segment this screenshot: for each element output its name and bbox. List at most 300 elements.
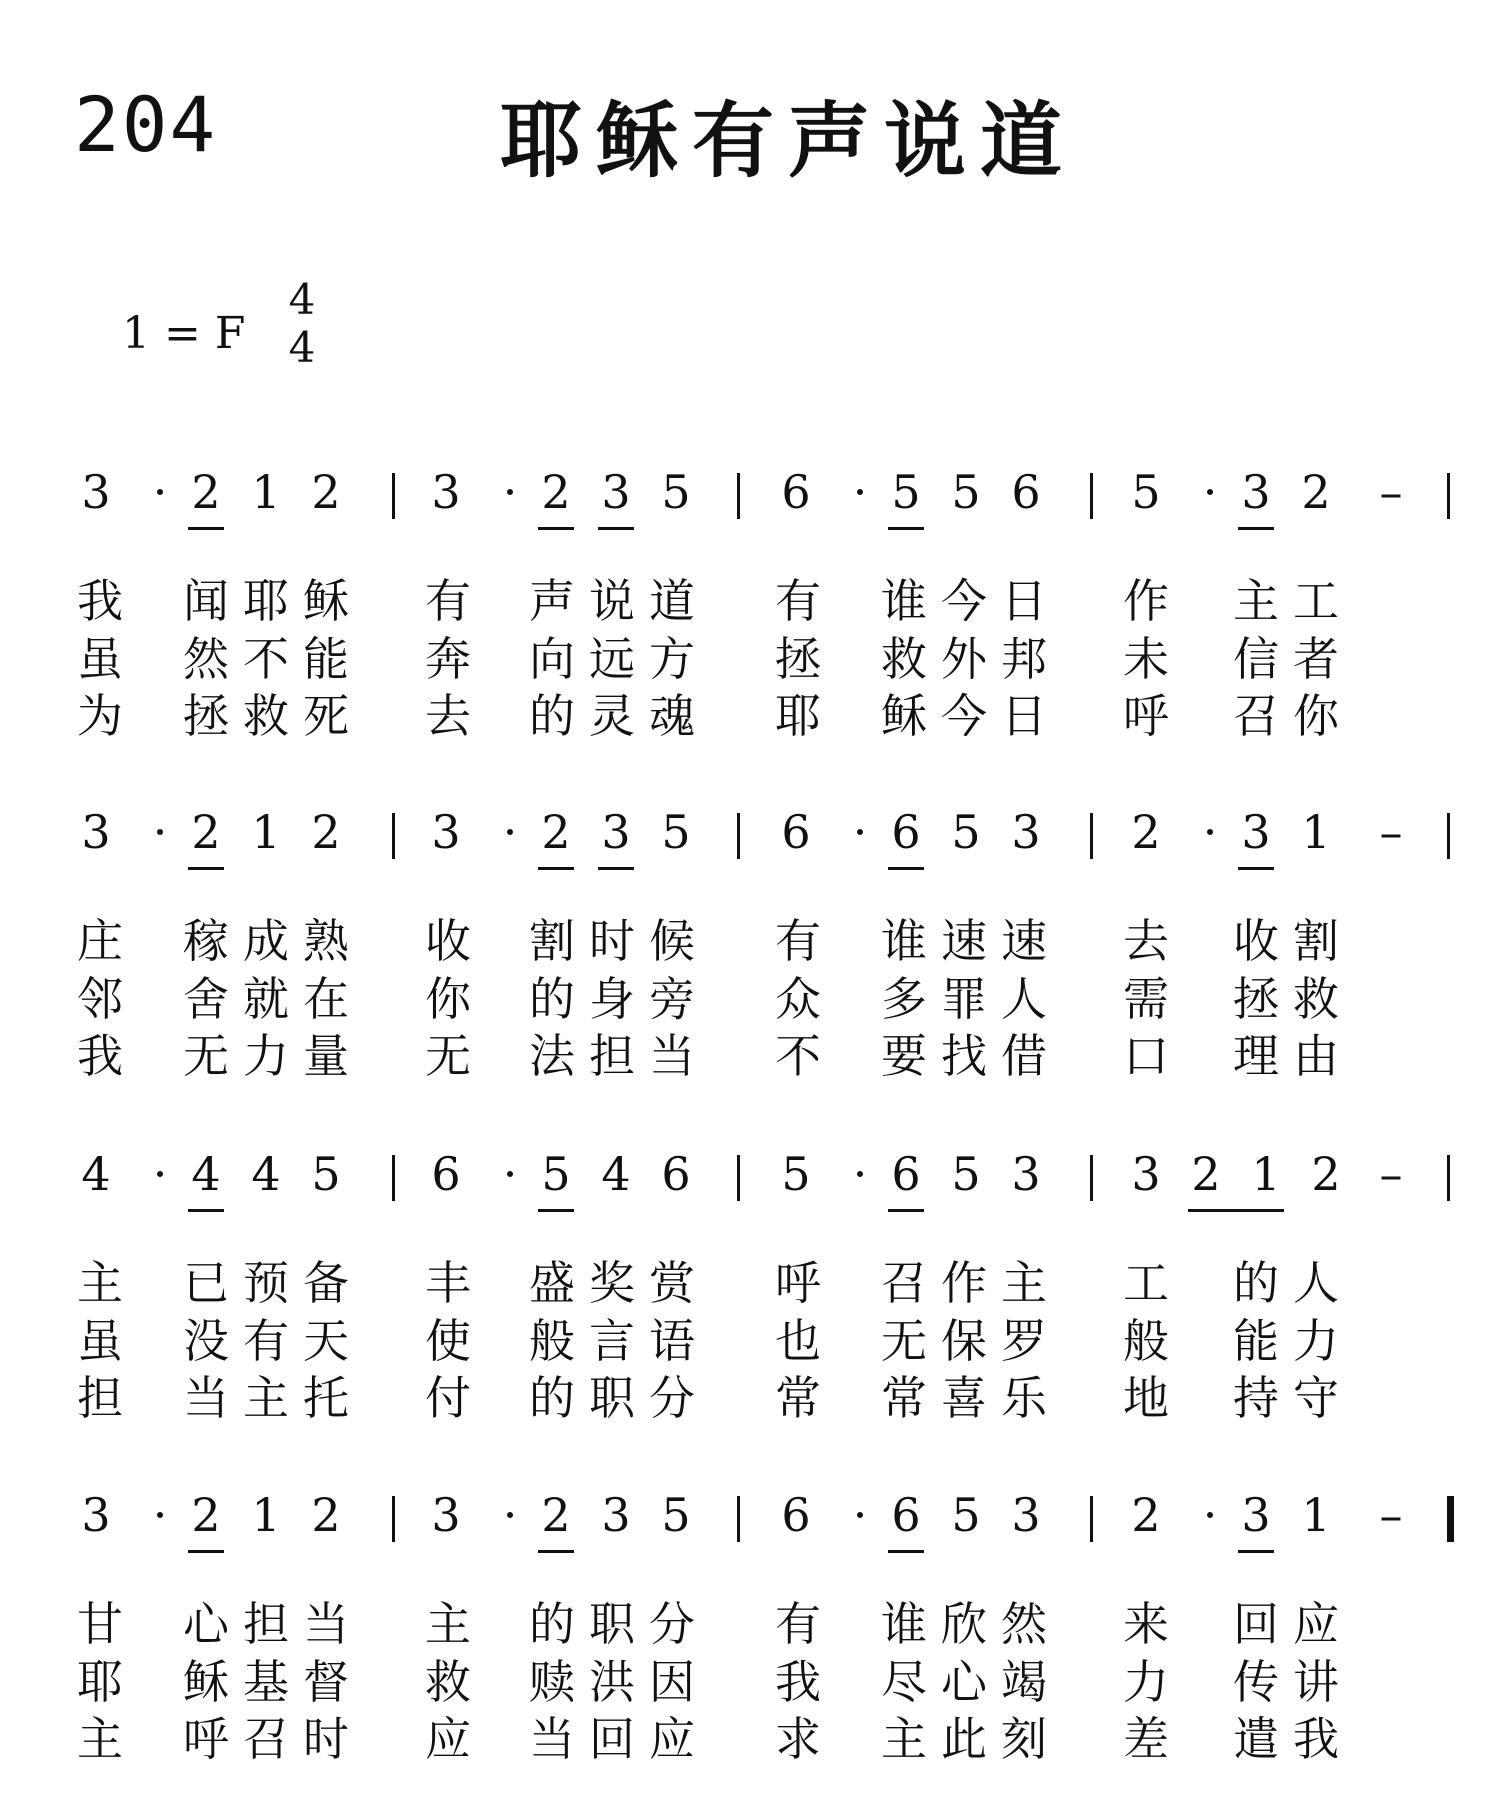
note: 1 — [251, 465, 281, 519]
lyric-char: 邦 — [1001, 632, 1047, 686]
lyric-char: 有 — [425, 574, 471, 628]
note: 5 — [781, 1147, 811, 1201]
note: 2 — [541, 1488, 571, 1542]
barline — [392, 1496, 395, 1542]
lyric-char: 拯 — [775, 632, 821, 686]
lyric-char: 应 — [649, 1712, 695, 1766]
lyric-char: 耶 — [77, 1655, 123, 1709]
lyric-char: 主 — [77, 1256, 123, 1310]
dot: · — [152, 465, 168, 519]
lyric-char: 今 — [941, 689, 987, 743]
hold-dash: – — [1379, 1488, 1403, 1542]
lyric-char: 持 — [1233, 1371, 1279, 1425]
barline — [1090, 1155, 1093, 1201]
dot: · — [502, 1488, 518, 1542]
lyric-char: 来 — [1123, 1597, 1169, 1651]
lyric-char: 庄 — [77, 914, 123, 968]
lyric-char: 谁 — [881, 914, 927, 968]
lyric-char: 遣 — [1233, 1712, 1279, 1766]
underline — [538, 1209, 574, 1212]
lyric-char: 的 — [529, 1597, 575, 1651]
lyric-char: 常 — [881, 1371, 927, 1425]
lyric-char: 时 — [589, 914, 635, 968]
key-signature: 1 = F — [122, 308, 246, 359]
note: 3 — [601, 465, 631, 519]
lyric-char: 时 — [303, 1712, 349, 1766]
lyric-line — [0, 1362, 1500, 1425]
lyric-line — [0, 1305, 1500, 1368]
note: 2 — [191, 1488, 221, 1542]
lyric-char: 当 — [183, 1371, 229, 1425]
lyric-char: 去 — [1123, 914, 1169, 968]
lyric-char: 传 — [1233, 1655, 1279, 1709]
lyric-char: 主 — [1001, 1256, 1047, 1310]
time-signature-top: 4 — [288, 275, 316, 324]
lyric-char: 罪 — [941, 972, 987, 1026]
note: 2 — [1311, 1147, 1341, 1201]
lyric-char: 救 — [881, 632, 927, 686]
lyric-char: 我 — [1293, 1712, 1339, 1766]
lyric-char: 的 — [1233, 1256, 1279, 1310]
lyric-char: 稣 — [303, 574, 349, 628]
lyric-char: 我 — [77, 1029, 123, 1083]
lyric-char: 方 — [649, 632, 695, 686]
lyric-char: 不 — [243, 632, 289, 686]
lyric-char: 主 — [881, 1712, 927, 1766]
underline — [538, 867, 574, 870]
lyric-char: 督 — [303, 1655, 349, 1709]
note: 2 — [541, 805, 571, 859]
lyric-char: 召 — [243, 1712, 289, 1766]
barline — [392, 813, 395, 859]
barline — [392, 1155, 395, 1201]
lyric-char: 割 — [1293, 914, 1339, 968]
note: 6 — [781, 465, 811, 519]
lyric-char: 没 — [183, 1314, 229, 1368]
lyric-char: 虽 — [77, 1314, 123, 1368]
lyric-char: 向 — [529, 632, 575, 686]
hold-dash: – — [1379, 805, 1403, 859]
lyric-char: 由 — [1293, 1029, 1339, 1083]
lyric-char: 因 — [649, 1655, 695, 1709]
lyric-char: 稼 — [183, 914, 229, 968]
note: 3 — [601, 805, 631, 859]
lyric-char: 也 — [775, 1314, 821, 1368]
note: 3 — [81, 805, 111, 859]
lyric-char: 求 — [775, 1712, 821, 1766]
underline — [1238, 1550, 1274, 1553]
lyric-char: 力 — [1123, 1655, 1169, 1709]
note: 5 — [1131, 465, 1161, 519]
lyric-char: 去 — [425, 689, 471, 743]
hold-dash: – — [1379, 465, 1403, 519]
note: 5 — [541, 1147, 571, 1201]
lyric-char: 人 — [1001, 972, 1047, 1026]
dot: · — [502, 465, 518, 519]
dot: · — [152, 805, 168, 859]
note: 3 — [81, 1488, 111, 1542]
barline — [1447, 813, 1450, 859]
lyric-char: 借 — [1001, 1029, 1047, 1083]
underline — [598, 527, 634, 530]
barline — [1447, 1155, 1450, 1201]
underline — [538, 1550, 574, 1553]
barline — [1090, 1496, 1093, 1542]
lyric-char: 喜 — [941, 1371, 987, 1425]
lyric-char: 今 — [941, 574, 987, 628]
lyric-char: 主 — [77, 1712, 123, 1766]
note: 3 — [1241, 465, 1271, 519]
underline — [1238, 867, 1274, 870]
note: 2 — [1301, 465, 1331, 519]
lyric-char: 者 — [1293, 632, 1339, 686]
lyric-char: 闻 — [183, 574, 229, 628]
lyric-char: 般 — [1123, 1314, 1169, 1368]
note: 6 — [1011, 465, 1041, 519]
lyric-line — [0, 565, 1500, 628]
lyric-line — [0, 623, 1500, 686]
note: 4 — [191, 1147, 221, 1201]
lyric-char: 职 — [589, 1371, 635, 1425]
lyric-char: 有 — [775, 1597, 821, 1651]
lyric-char: 分 — [649, 1371, 695, 1425]
lyric-line — [0, 680, 1500, 743]
note: 4 — [251, 1147, 281, 1201]
underline — [188, 1550, 224, 1553]
lyric-char: 般 — [529, 1314, 575, 1368]
note: 2 — [1191, 1147, 1221, 1201]
lyric-char: 量 — [303, 1029, 349, 1083]
underline — [188, 1209, 224, 1212]
lyric-char: 有 — [243, 1314, 289, 1368]
note: 3 — [431, 805, 461, 859]
lyric-char: 有 — [775, 914, 821, 968]
lyric-char: 就 — [243, 972, 289, 1026]
lyric-char: 为 — [77, 689, 123, 743]
lyric-char: 呼 — [183, 1712, 229, 1766]
lyric-char: 救 — [425, 1655, 471, 1709]
note: 3 — [1241, 1488, 1271, 1542]
lyric-char: 耶 — [243, 574, 289, 628]
lyric-char: 天 — [303, 1314, 349, 1368]
note: 6 — [891, 1488, 921, 1542]
lyric-char: 道 — [649, 574, 695, 628]
lyric-char: 力 — [243, 1029, 289, 1083]
lyric-char: 的 — [529, 689, 575, 743]
lyric-char: 召 — [881, 1256, 927, 1310]
lyric-char: 无 — [183, 1029, 229, 1083]
note: 2 — [1131, 805, 1161, 859]
note: 3 — [1131, 1147, 1161, 1201]
lyric-char: 不 — [775, 1029, 821, 1083]
note: 5 — [951, 1147, 981, 1201]
lyric-line — [0, 1588, 1500, 1651]
note: 3 — [1011, 1147, 1041, 1201]
note: 2 — [311, 465, 341, 519]
lyric-char: 有 — [775, 574, 821, 628]
underline — [888, 867, 924, 870]
lyric-char: 然 — [183, 632, 229, 686]
note: 3 — [1241, 805, 1271, 859]
lyric-char: 甘 — [77, 1597, 123, 1651]
lyric-char: 奖 — [589, 1256, 635, 1310]
lyric-char: 主 — [1233, 574, 1279, 628]
lyric-char: 担 — [243, 1597, 289, 1651]
dot: · — [152, 1488, 168, 1542]
hymn-title: 耶稣有声说道 — [500, 94, 1077, 189]
lyric-char: 拯 — [183, 689, 229, 743]
lyric-char: 罗 — [1001, 1314, 1047, 1368]
underline — [888, 1209, 924, 1212]
lyric-char: 虽 — [77, 632, 123, 686]
lyric-char: 分 — [649, 1597, 695, 1651]
lyric-char: 法 — [529, 1029, 575, 1083]
lyric-char: 我 — [77, 574, 123, 628]
barline — [737, 813, 740, 859]
lyric-char: 无 — [425, 1029, 471, 1083]
note: 3 — [431, 465, 461, 519]
note: 6 — [661, 1147, 691, 1201]
note: 3 — [431, 1488, 461, 1542]
lyric-char: 基 — [243, 1655, 289, 1709]
lyric-char: 付 — [425, 1371, 471, 1425]
lyric-char: 身 — [589, 972, 635, 1026]
lyric-char: 找 — [941, 1029, 987, 1083]
note: 1 — [1301, 805, 1331, 859]
lyric-char: 日 — [1001, 689, 1047, 743]
note: 4 — [81, 1147, 111, 1201]
note: 6 — [781, 1488, 811, 1542]
lyric-char: 无 — [881, 1314, 927, 1368]
lyric-char: 担 — [77, 1371, 123, 1425]
lyric-char: 速 — [1001, 914, 1047, 968]
lyric-char: 备 — [303, 1256, 349, 1310]
lyric-line — [0, 1646, 1500, 1709]
dot: · — [852, 805, 868, 859]
lyric-char: 作 — [941, 1256, 987, 1310]
lyric-char: 速 — [941, 914, 987, 968]
lyric-char: 欣 — [941, 1597, 987, 1651]
note: 3 — [1011, 1488, 1041, 1542]
dot: · — [1202, 465, 1218, 519]
lyric-char: 当 — [303, 1597, 349, 1651]
underline — [188, 527, 224, 530]
note: 5 — [951, 805, 981, 859]
underline — [1188, 1209, 1284, 1212]
note: 5 — [951, 1488, 981, 1542]
barline — [737, 1155, 740, 1201]
lyric-char: 呼 — [775, 1256, 821, 1310]
barline — [1447, 1496, 1454, 1542]
lyric-char: 稣 — [183, 1655, 229, 1709]
lyric-char: 收 — [1233, 914, 1279, 968]
lyric-char: 力 — [1293, 1314, 1339, 1368]
lyric-char: 丰 — [425, 1256, 471, 1310]
lyric-char: 魂 — [649, 689, 695, 743]
lyric-char: 回 — [1233, 1597, 1279, 1651]
time-signature-bottom: 4 — [288, 323, 316, 372]
lyric-char: 常 — [775, 1371, 821, 1425]
dot: · — [852, 465, 868, 519]
note: 5 — [661, 805, 691, 859]
underline — [1238, 527, 1274, 530]
lyric-char: 谁 — [881, 574, 927, 628]
time-signature — [285, 276, 319, 372]
underline — [538, 527, 574, 530]
lyric-char: 收 — [425, 914, 471, 968]
hymn-number: 204 — [74, 80, 218, 169]
lyric-char: 讲 — [1293, 1655, 1339, 1709]
lyric-char: 主 — [425, 1597, 471, 1651]
lyric-char: 主 — [243, 1371, 289, 1425]
lyric-char: 呼 — [1123, 689, 1169, 743]
lyric-char: 心 — [941, 1655, 987, 1709]
lyric-char: 说 — [589, 574, 635, 628]
note: 5 — [661, 1488, 691, 1542]
lyric-char: 拯 — [1233, 972, 1279, 1026]
lyric-char: 日 — [1001, 574, 1047, 628]
lyric-char: 差 — [1123, 1712, 1169, 1766]
note: 4 — [601, 1147, 631, 1201]
lyric-char: 我 — [775, 1655, 821, 1709]
note: 2 — [1131, 1488, 1161, 1542]
underline — [888, 1550, 924, 1553]
dot: · — [1202, 805, 1218, 859]
lyric-char: 稣 — [881, 689, 927, 743]
notes-row — [0, 805, 1500, 875]
note: 2 — [541, 465, 571, 519]
barline — [392, 473, 395, 519]
lyric-char: 托 — [303, 1371, 349, 1425]
lyric-char: 在 — [303, 972, 349, 1026]
lyric-char: 然 — [1001, 1597, 1047, 1651]
lyric-char: 工 — [1123, 1256, 1169, 1310]
dot: · — [502, 805, 518, 859]
barline — [737, 473, 740, 519]
hold-dash: – — [1379, 1147, 1403, 1201]
note: 2 — [311, 1488, 341, 1542]
lyric-char: 你 — [1293, 689, 1339, 743]
lyric-char: 能 — [303, 632, 349, 686]
note: 5 — [661, 465, 691, 519]
note: 2 — [191, 465, 221, 519]
lyric-char: 职 — [589, 1597, 635, 1651]
lyric-char: 盛 — [529, 1256, 575, 1310]
dot: · — [1202, 1488, 1218, 1542]
lyric-char: 此 — [941, 1712, 987, 1766]
note: 3 — [81, 465, 111, 519]
note: 6 — [781, 805, 811, 859]
lyric-char: 工 — [1293, 574, 1339, 628]
barline — [1090, 813, 1093, 859]
lyric-char: 的 — [529, 972, 575, 1026]
lyric-char: 尽 — [881, 1655, 927, 1709]
lyric-char: 的 — [529, 1371, 575, 1425]
lyric-char: 语 — [649, 1314, 695, 1368]
lyric-char: 言 — [589, 1314, 635, 1368]
lyric-line — [0, 1020, 1500, 1083]
lyric-char: 奔 — [425, 632, 471, 686]
note: 3 — [1011, 805, 1041, 859]
lyric-char: 赎 — [529, 1655, 575, 1709]
lyric-char: 熟 — [303, 914, 349, 968]
lyric-char: 竭 — [1001, 1655, 1047, 1709]
lyric-char: 多 — [881, 972, 927, 1026]
lyric-line — [0, 905, 1500, 968]
note: 2 — [311, 805, 341, 859]
dot: · — [502, 1147, 518, 1201]
lyric-char: 灵 — [589, 689, 635, 743]
lyric-char: 理 — [1233, 1029, 1279, 1083]
dot: · — [152, 1147, 168, 1201]
lyric-char: 当 — [649, 1029, 695, 1083]
lyric-char: 洪 — [589, 1655, 635, 1709]
lyric-char: 刻 — [1001, 1712, 1047, 1766]
lyric-char: 众 — [775, 972, 821, 1026]
lyric-char: 谁 — [881, 1597, 927, 1651]
note: 1 — [251, 1488, 281, 1542]
lyric-char: 远 — [589, 632, 635, 686]
lyric-char: 成 — [243, 914, 289, 968]
lyric-char: 候 — [649, 914, 695, 968]
lyric-char: 回 — [589, 1712, 635, 1766]
lyric-char: 已 — [183, 1256, 229, 1310]
lyric-line — [0, 1247, 1500, 1310]
note: 1 — [251, 805, 281, 859]
barline — [1090, 473, 1093, 519]
lyric-char: 担 — [589, 1029, 635, 1083]
lyric-char: 预 — [243, 1256, 289, 1310]
notes-row — [0, 1488, 1500, 1558]
note: 6 — [891, 805, 921, 859]
lyric-char: 未 — [1123, 632, 1169, 686]
lyric-char: 应 — [425, 1712, 471, 1766]
note: 6 — [431, 1147, 461, 1201]
barline — [737, 1496, 740, 1542]
lyric-char: 应 — [1293, 1597, 1339, 1651]
lyric-line — [0, 963, 1500, 1026]
lyric-char: 舍 — [183, 972, 229, 1026]
lyric-char: 死 — [303, 689, 349, 743]
lyric-char: 当 — [529, 1712, 575, 1766]
lyric-char: 口 — [1123, 1029, 1169, 1083]
note: 5 — [891, 465, 921, 519]
lyric-char: 割 — [529, 914, 575, 968]
lyric-char: 信 — [1233, 632, 1279, 686]
underline — [888, 527, 924, 530]
lyric-char: 心 — [183, 1597, 229, 1651]
notes-row — [0, 465, 1500, 535]
note: 6 — [891, 1147, 921, 1201]
lyric-char: 救 — [1293, 972, 1339, 1026]
note: 1 — [1301, 1488, 1331, 1542]
lyric-char: 邻 — [77, 972, 123, 1026]
lyric-char: 耶 — [775, 689, 821, 743]
lyric-char: 救 — [243, 689, 289, 743]
note: 5 — [951, 465, 981, 519]
note: 1 — [1251, 1147, 1281, 1201]
lyric-char: 外 — [941, 632, 987, 686]
note: 2 — [191, 805, 221, 859]
lyric-char: 能 — [1233, 1314, 1279, 1368]
underline — [188, 867, 224, 870]
lyric-char: 人 — [1293, 1256, 1339, 1310]
note: 5 — [311, 1147, 341, 1201]
lyric-char: 召 — [1233, 689, 1279, 743]
lyric-char: 需 — [1123, 972, 1169, 1026]
note: 3 — [601, 1488, 631, 1542]
lyric-char: 赏 — [649, 1256, 695, 1310]
